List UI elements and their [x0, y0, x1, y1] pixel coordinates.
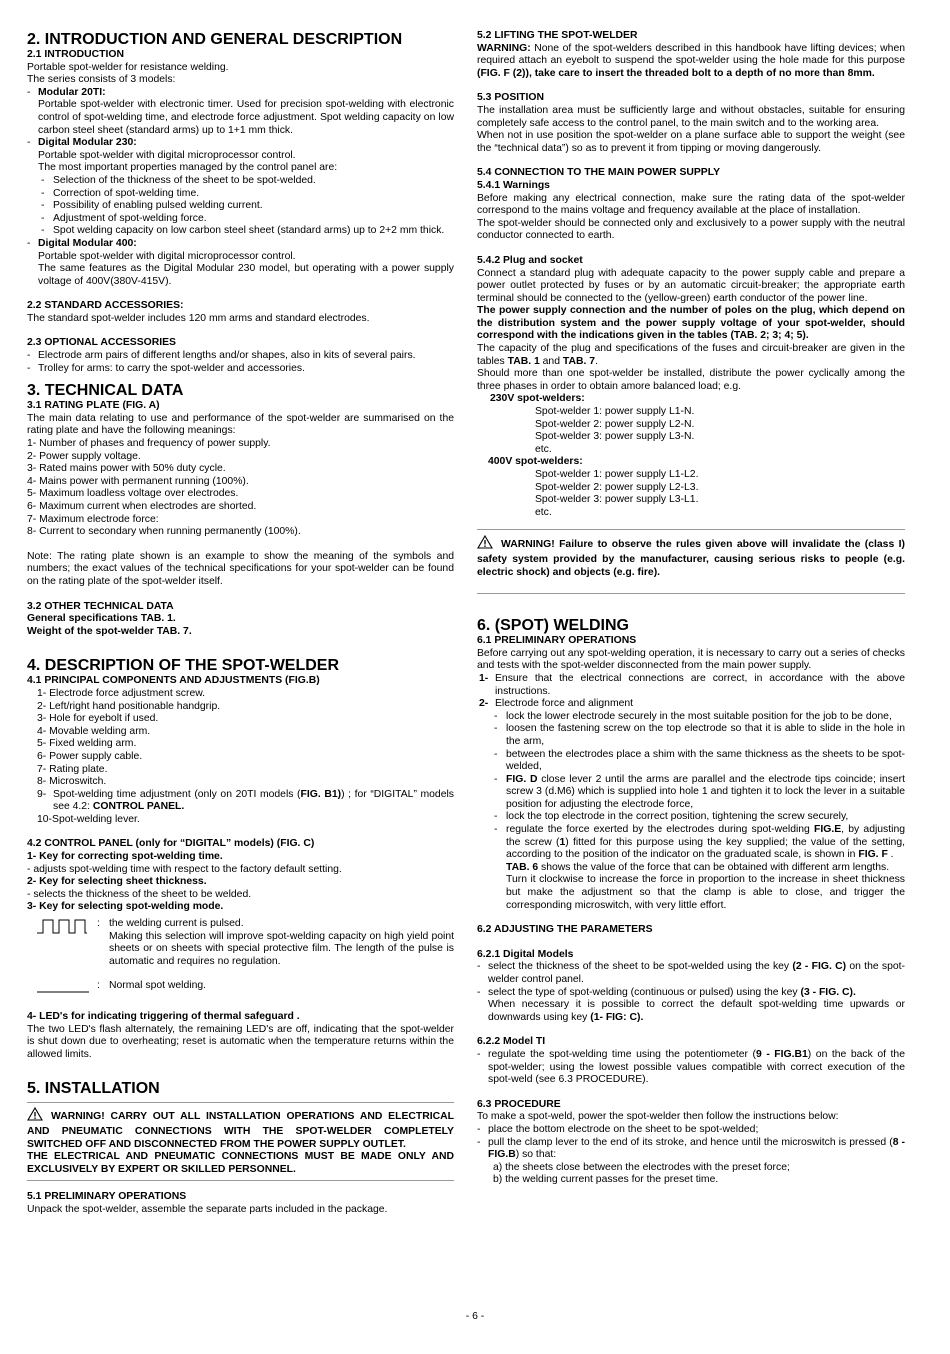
list-item: - Electrode arm pairs of different lengths and/or shapes, also in kits of several pairs. — [27, 350, 416, 362]
list-item: - regulate the spot-welding time using the potentiometer (9 - FIG.B1) on the back of the spot-welder; using the lowest possible values compatible with correct execution of the spot-weld (see 6.3 PROCEDURE). — [477, 1048, 905, 1086]
list-item: 7- Maximum electrode force: — [27, 513, 159, 525]
list-item: - FIG. D close lever 2 until the arms are parallel and the electrode tips coincide; insert screw 3 (d.M6) which is supplied into hole 1 and tighten it to lock the lever in a suitable position for adjusting the electrode force, — [494, 773, 906, 810]
section-6-2-2-title: 6.2.2 Model TI — [477, 1036, 546, 1048]
section-5-4-title: 5.4 CONNECTION TO THE MAIN POWER SUPPLY — [477, 167, 721, 179]
installation-warning: WARNING! CARRY OUT ALL INSTALLATION OPERATIONS AND ELECTRICAL AND PNEUMATIC CONNECTIONS WITH THE SPOT-WELDER COMPLETELY SWITCHED OFF AND DISCONNECTED FROM THE POWER SUPPLY OUTLET. — [27, 1107, 454, 1151]
section-6-title: 6. (SPOT) WELDING — [477, 617, 629, 635]
section-5-2-title: 5.2 LIFTING THE SPOT-WELDER — [477, 30, 638, 41]
v230-list — [477, 406, 905, 456]
section-2-3-title: 2.3 OPTIONAL ACCESSORIES — [27, 337, 176, 349]
section-5-4-1-title: 5.4.1 Warnings — [477, 179, 550, 191]
key-1-title: 1- Key for correcting spot-welding time. — [27, 851, 223, 863]
list-dash: - — [27, 86, 31, 98]
pulsed-mode-desc: Making this selection will improve spot-welding capacity on high yield point sheets or on sheets with special protective film. The length of the pulse is automatic and requires no regulation. — [109, 930, 454, 967]
model-props: The most important properties managed by the control panel are: — [38, 162, 338, 174]
key-4-title: 4- LED's for indicating triggering of thermal safeguard . — [27, 1011, 300, 1022]
model-desc: Portable spot-welder with digital microprocessor control. — [38, 149, 296, 161]
divider — [477, 593, 905, 594]
warnings-text-1: Before making any electrical connection, make sure the rating data of the spot-welder correspond to the mains voltage and frequency available at the place of installation. — [477, 192, 905, 217]
list-dash: - — [27, 237, 31, 249]
list-item: etc. — [535, 506, 552, 518]
list-item: 4- Mains power with permanent running (100%). — [27, 475, 249, 487]
key-4-desc: The two LED's flash alternately, the remaining LED's are off, indicating that the spot-welder is shut down due to overheating; reset is automatic when the temperature returns within the allowed limits. — [27, 1023, 454, 1060]
general-spec-line: General specifications TAB. 1. — [27, 613, 176, 625]
plug-text-3: The capacity of the plug and specifications of the fuses and circuit-breaker are given in the tables TAB. 1 and TAB. 7. — [477, 343, 905, 367]
rating-plate-list — [27, 438, 454, 539]
correct-time-text: When necessary it is possible to correct the default spot-welding time upwards or downwards using key (1- FIG: C). — [488, 999, 905, 1023]
section-3-2-title: 3.2 OTHER TECHNICAL DATA — [27, 600, 174, 612]
turn-text: Turn it clockwise to increase the force in proportion to the increase in sheet thickness but make the adjustment so that the clamp is able to close, and trigger the corresponding microswitch, with very little effort. — [506, 874, 905, 911]
right-column — [477, 30, 905, 1187]
list-item: 1- Number of phases and frequency of power supply. — [27, 438, 271, 450]
list-item: Spot-welder 2: power supply L2-N. — [535, 418, 695, 430]
list-item: - between the electrodes place a shim with the same thickness as the sheets to be spot-welded, — [494, 748, 905, 773]
list-item: - place the bottom electrode on the sheet to be spot-welded; — [477, 1123, 759, 1135]
section-3-title: 3. TECHNICAL DATA — [27, 382, 184, 400]
list-item: 7- Rating plate. — [37, 763, 108, 775]
key-2-desc: - selects the thickness of the sheet to be welded. — [27, 888, 252, 900]
list-item: 2- Left/right hand positionable handgrip. — [37, 700, 221, 712]
section-6-1-title: 6.1 PRELIMINARY OPERATIONS — [477, 635, 637, 647]
list-item: 8- Microswitch. — [37, 776, 107, 788]
rating-plate-note: Note: The rating plate shown is an example to show the meaning of the symbols and numbers; the exact values of the technical specifications for your spot-welder can be found on the rating plate of the spot-welder itself. — [27, 550, 454, 587]
plug-text-4: Should more than one spot-welder be installed, distribute the power cyclically among the three phases in order to obtain amore balanced load; e.g. — [477, 368, 905, 392]
list-item: Spot-welder 1: power supply L1-N. — [535, 406, 695, 418]
section-2-2-title: 2.2 STANDARD ACCESSORIES: — [27, 300, 184, 312]
model-desc: The same features as the Digital Modular 230 model, but operating with a power supply voltage of 400V(380V-415V). — [38, 263, 454, 287]
warning-triangle-icon — [27, 1107, 43, 1126]
model-name: Digital Modular 230: — [38, 137, 137, 149]
key-1-desc: - adjusts spot-welding time with respect to the factory default setting. — [27, 863, 342, 875]
unpack-text: Unpack the spot-welder, assemble the separate parts included in the package. — [27, 1203, 388, 1215]
list-item: - select the thickness of the sheet to be spot-welded using the key (2 - FIG. C) on the spot-welder control panel. — [477, 961, 905, 985]
list-item: 5- Fixed welding arm. — [37, 738, 137, 750]
list-item: 6- Maximum current when electrodes are shorted. — [27, 501, 257, 512]
model-name: Modular 20TI: — [38, 86, 106, 98]
warnings-text-2: The spot-welder should be connected only and exclusively to a power supply with the neutral conductor connected to earth. — [477, 217, 905, 242]
section-5-title: 5. INSTALLATION — [27, 1080, 160, 1098]
position-text-1: The installation area must be sufficiently large and without obstacles, suitable for ensuring completely safe access to the control panel, to the main switch and to the working area. — [477, 104, 905, 129]
normal-mode-row: : Normal spot welding. — [27, 980, 454, 999]
safety-warning: WARNING! Failure to observe the rules given above will invalidate the (class I) safety system provided by the manufacturer, causing serious risks to people (e.g. electric shock) and objects (e.g. fire). — [477, 535, 905, 579]
rating-plate-text: The main data relating to use and performance of the spot-welder are summarised on the rating plate and have the following meanings: — [27, 412, 454, 437]
list-item: 4- Movable welding arm. — [37, 725, 151, 737]
list-item: Spot-welder 3: power supply L3-N. — [535, 431, 695, 443]
tab6-text: TAB. 6 shows the value of the force that can be obtained with different arm lengths. — [506, 861, 890, 873]
list-item: 3- Hole for eyebolt if used. — [37, 713, 159, 725]
list-item: 1- Electrode force adjustment screw. — [37, 687, 206, 699]
section-2-1-title: 2.1 INTRODUCTION — [27, 49, 124, 60]
section-3-1-title: 3.1 RATING PLATE (FIG. A) — [27, 400, 160, 412]
continuous-line-icon — [27, 980, 97, 999]
section-5-4-2-title: 5.4.2 Plug and socket — [477, 254, 583, 266]
plug-text-1: Connect a standard plug with adequate capacity to the power supply cable and prepare a power outlet protected by fuses or by an automatic circuit-breaker; the appropriate earth terminal should be connected to the (yellow-green) earth conductor of the power line. — [477, 267, 905, 304]
pulsed-mode-label: the welding current is pulsed. — [109, 918, 244, 930]
list-item: 1- Ensure that the electrical connections are correct, in accordance with the above instructions. — [479, 672, 905, 697]
preliminary-text: Before carrying out any spot-welding operation, it is necessary to carry out a series of checks and tests with the spot-welder disconnected from the main power supply. — [477, 647, 905, 672]
model-20ti — [27, 87, 454, 100]
model-name: Digital Modular 400: — [38, 237, 137, 249]
section-6-3-title: 6.3 PROCEDURE — [477, 1098, 561, 1110]
divider — [477, 529, 905, 530]
position-text-2: When not in use position the spot-welder on a plane surface able to support the weight (see the “technical data”) so as to prevent it from tipping or moving dangerously. — [477, 130, 905, 154]
key-2-title: 2- Key for selecting sheet thickness. — [27, 876, 207, 888]
list-item: 9- Spot-welding time adjustment (only on 20TI models (FIG. B1)) ; for “DIGITAL” models see 4.2: CONTROL PANEL. — [37, 788, 454, 813]
list-item: 8- Current to secondary when running permanently (100%). — [27, 526, 301, 538]
list-item: - Spot welding capacity on low carbon steel sheet (standard arms) up to 2+2 mm thick. — [41, 225, 445, 237]
list-item: - Trolley for arms: to carry the spot-welder and accessories. — [27, 362, 305, 374]
pulse-wave-icon — [27, 918, 97, 939]
models-intro: The series consists of 3 models: — [27, 74, 176, 86]
list-item: 2- Power supply voltage. — [27, 450, 141, 462]
pulsed-mode-row: : the welding current is pulsed. Making this selection will improve spot-welding capacity on high yield point sheets or on sheets with special protective film. The length of the pulse is automatic and requires no regulation. — [27, 918, 454, 968]
procedure-sub-b: b) the welding current passes for the preset time. — [493, 1174, 719, 1186]
list-item: etc. — [535, 443, 552, 455]
components-list — [27, 688, 454, 827]
section-2-title: 2. INTRODUCTION AND GENERAL DESCRIPTION — [27, 31, 403, 48]
normal-mode-label: Normal spot welding. — [109, 980, 207, 992]
list-item: - Adjustment of spot-welding force. — [41, 212, 207, 224]
model-230-properties — [27, 175, 454, 238]
procedure-text: To make a spot-weld, power the spot-welder then follow the instructions below: — [477, 1111, 839, 1123]
list-item: - loosen the fastening screw on the top electrode so that it is able to slide in the hole in the arm, — [494, 723, 905, 747]
list-item: - pull the clamp lever to the end of its stroke, and hence until the microswitch is pressed (8 - FIG.B) so that: — [477, 1136, 905, 1161]
weight-line: Weight of the spot-welder TAB. 7. — [27, 625, 192, 637]
v400-list — [477, 469, 905, 519]
installation-warning-2: THE ELECTRICAL AND PNEUMATIC CONNECTIONS MUST BE MADE ONLY AND EXCLUSIVELY BY EXPERT OR SKILLED PERSONNEL. — [27, 1151, 454, 1175]
section-4-title: 4. DESCRIPTION OF THE SPOT-WELDER — [27, 657, 340, 675]
list-item: - Possibility of enabling pulsed welding current. — [41, 200, 263, 212]
list-item: Spot-welder 1: power supply L1-L2. — [535, 469, 699, 480]
list-dash: - — [27, 137, 31, 149]
electrode-steps — [477, 711, 905, 913]
model-230 — [27, 137, 454, 150]
standard-accessories-text: The standard spot-welder includes 120 mm arms and standard electrodes. — [27, 312, 370, 324]
divider — [27, 1102, 454, 1103]
model-desc: Portable spot-welder with digital microprocessor control. — [38, 250, 296, 262]
list-item: - select the type of spot-welding (continuous or pulsed) using the key (3 - FIG. C). — [477, 986, 856, 998]
plug-text-2: The power supply connection and the number of poles on the plug, which depend on the distribution system and the power supply voltage of your spot-welder, should correspond with the indications given in the tables (TAB. 2; 3; 4; 5). — [477, 305, 905, 342]
intro-line: Portable spot-welder for resistance welding. — [27, 61, 229, 73]
list-item: - lock the lower electrode securely in the most suitable position for the job to be done, — [494, 710, 892, 722]
section-6-2-title: 6.2 ADJUSTING THE PARAMETERS — [477, 924, 653, 936]
list-item: 2- Electrode force and alignment — [479, 698, 634, 710]
list-item: 5- Maximum loadless voltage over electrodes. — [27, 488, 239, 500]
section-5-1-title: 5.1 PRELIMINARY OPERATIONS — [27, 1191, 187, 1203]
list-item: - lock the top electrode in the correct position, tightening the screw securely, — [494, 811, 849, 823]
model-400 — [27, 238, 454, 251]
section-4-2-title: 4.2 CONTROL PANEL (only for “DIGITAL” models) (FIG. C) — [27, 838, 315, 850]
list-item: - Correction of spot-welding time. — [41, 187, 200, 199]
list-item: - regulate the force exerted by the electrodes during spot-welding FIG.E, by adjusting the screw (1) fitted for this purpose using the key supplied; the value of the setting, according to the position of the indicator on the graduated scale, is shown in FIG. F . — [494, 824, 906, 861]
page-number: - 6 - — [465, 1311, 485, 1322]
section-4-1-title: 4.1 PRINCIPAL COMPONENTS AND ADJUSTMENTS (FIG.B) — [27, 675, 320, 687]
procedure-sub-a: a) the sheets close between the electrodes with the preset force; — [493, 1161, 790, 1173]
lifting-text: WARNING: None of the spot-welders described in this handbook have lifting devices; when required attach an eyebolt to suspend the spot-welder using the hole made for this purpose (FIG. F (2)), take care to insert the threaded bolt to a depth of no more than 8mm. — [477, 42, 905, 79]
section-5-3-title: 5.3 POSITION — [477, 92, 544, 104]
v400-title: 400V spot-welders: — [488, 456, 583, 468]
warning-triangle-icon — [477, 535, 493, 554]
key-3-title: 3- Key for selecting spot-welding mode. — [27, 901, 224, 913]
left-column — [27, 30, 454, 1217]
list-item: 6- Power supply cable. — [37, 750, 143, 762]
list-item: Spot-welder 2: power supply L2-L3. — [535, 481, 699, 493]
divider — [27, 1180, 454, 1181]
section-6-2-1-title: 6.2.1 Digital Models — [477, 948, 574, 960]
v230-title: 230V spot-welders: — [490, 393, 585, 405]
list-item: 10-Spot-welding lever. — [37, 813, 140, 825]
model-desc: Portable spot-welder with electronic timer. Used for precision spot-welding with electronic control of spot-welding time, and electrode force adjustment. Spot welding capacity on low carbon steel sheet (standard arms) up to 1+1 mm thick. — [38, 99, 454, 136]
list-item: Spot-welder 3: power supply L3-L1. — [535, 494, 699, 506]
list-item: 3- Rated mains power with 50% duty cycle. — [27, 463, 226, 475]
list-item: - Selection of the thickness of the sheet to be spot-welded. — [41, 174, 316, 186]
